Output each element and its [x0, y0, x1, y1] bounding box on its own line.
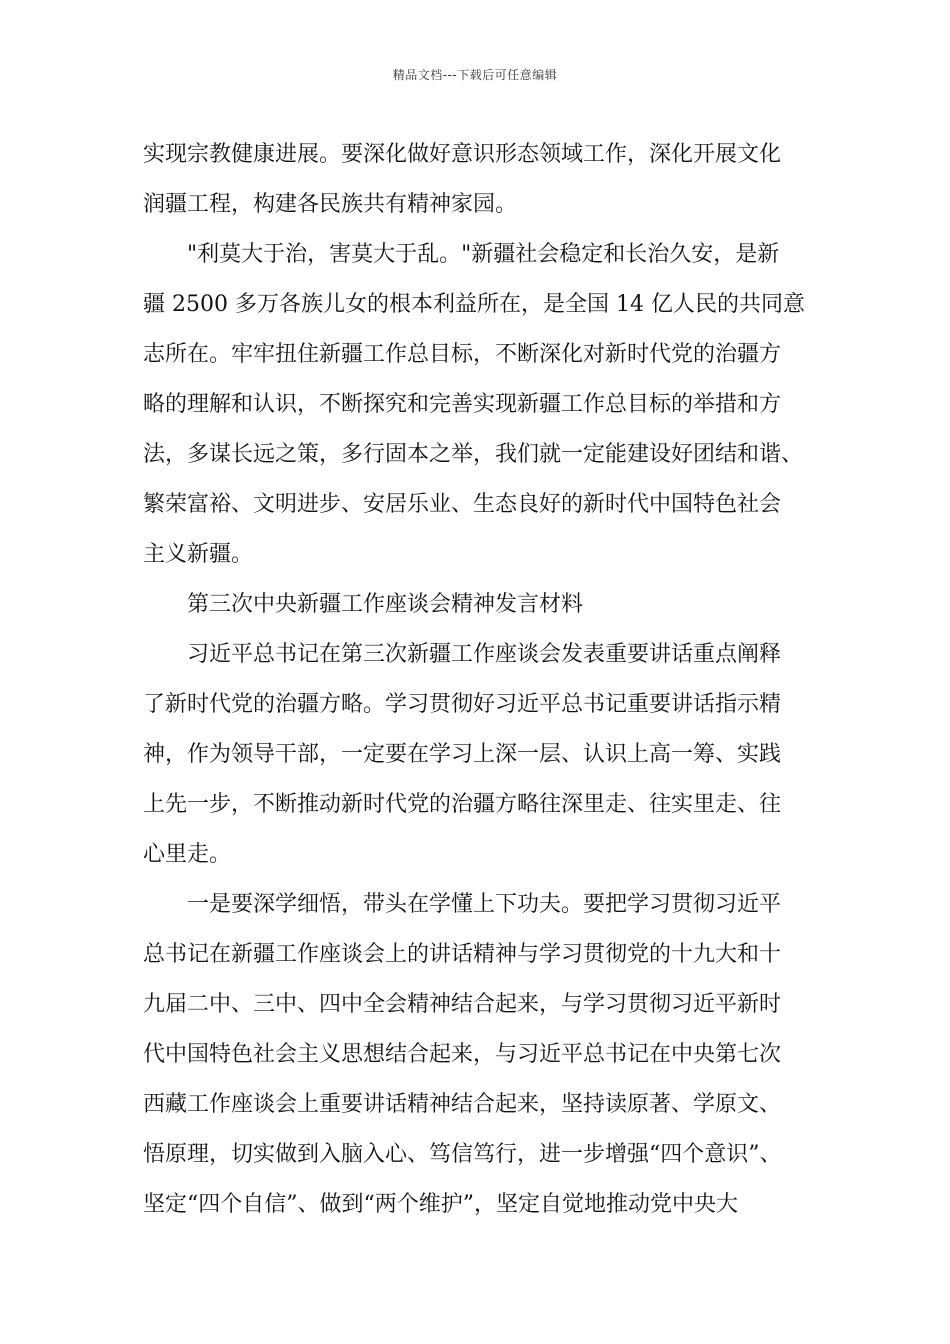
text-line: 了新时代党的治疆方略。学习贯彻好习近平总书记重要讲话指示精 — [143, 692, 782, 717]
paragraph-start-line: 习近平总书记在第三次新疆工作座谈会发表重要讲话重点阐释 — [187, 642, 782, 667]
text-line: 主义新疆。 — [143, 542, 254, 567]
text-line: 法，多谋长远之策，多行固本之举，我们就一定能建设好团结和谐、 — [143, 442, 804, 467]
text-line: 悟原理，切实做到入脑入心、笃信笃行，进一步增强“四个意识”、 — [143, 1142, 782, 1167]
paragraph-start-line: "利莫大于治，害莫大于乱。"新疆社会稳定和长治久安，是新 — [187, 242, 780, 267]
text-line: 实现宗教健康进展。要深化做好意识形态领域工作，深化开展文化 — [143, 142, 782, 167]
text-line: 疆 2500 多万各族儿女的根本利益所在，是全国 14 亿人民的共同意 — [143, 292, 805, 317]
paragraph-start-line: 一是要深学细悟，带头在学懂上下功夫。要把学习贯彻习近平 — [187, 892, 782, 917]
text-line: 润疆工程，构建各民族共有精神家园。 — [143, 192, 518, 217]
document-body — [143, 130, 823, 1230]
text-line: 上先一步，不断推动新时代党的治疆方略往深里走、往实里走、往 — [143, 792, 782, 817]
section-title: 第三次中央新疆工作座谈会精神发言材料 — [187, 592, 584, 617]
page-header: 精品文档---下载后可任意编辑 — [392, 68, 558, 82]
text-line: 略的理解和认识，不断探究和完善实现新疆工作总目标的举措和方 — [143, 392, 782, 417]
text-line: 繁荣富裕、文明进步、安居乐业、生态良好的新时代中国特色社会 — [143, 492, 782, 517]
text-line: 志所在。牢牢扭住新疆工作总目标，不断深化对新时代党的治疆方 — [143, 342, 782, 367]
text-line: 总书记在新疆工作座谈会上的讲话精神与学习贯彻党的十九大和十 — [143, 942, 782, 967]
text-line: 西藏工作座谈会上重要讲话精神结合起来，坚持读原著、学原文、 — [143, 1092, 782, 1117]
text-line: 心里走。 — [143, 842, 232, 867]
text-line: 代中国特色社会主义思想结合起来，与习近平总书记在中央第七次 — [143, 1042, 782, 1067]
text-line: 神，作为领导干部，一定要在学习上深一层、认识上高一筹、实践 — [143, 742, 782, 767]
text-line: 九届二中、三中、四中全会精神结合起来，与学习贯彻习近平新时 — [143, 992, 782, 1017]
text-line: 坚定“四个自信”、做到“两个维护”，坚定自觉地推动党中央大 — [143, 1192, 738, 1217]
